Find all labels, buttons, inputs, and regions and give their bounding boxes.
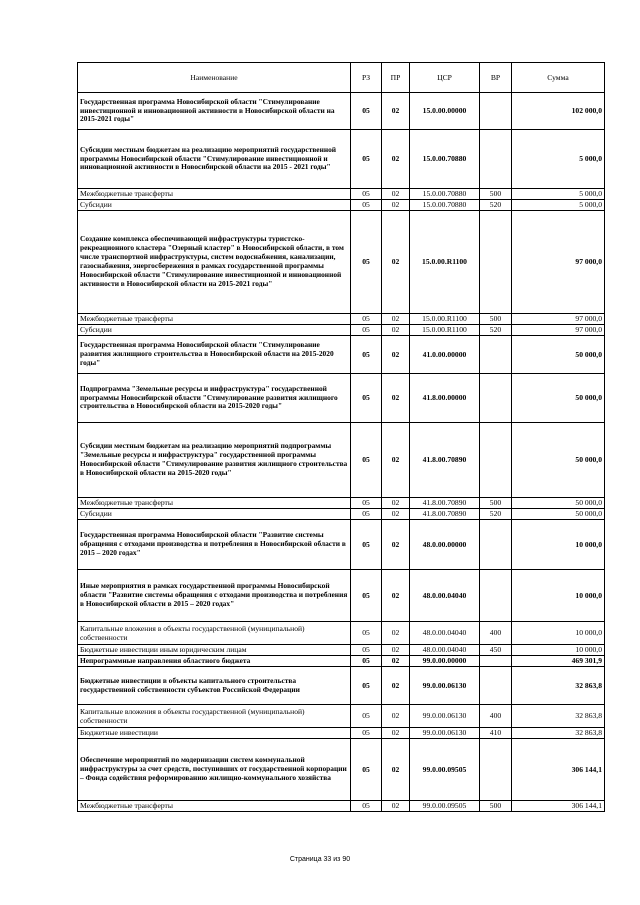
cell-vr xyxy=(480,211,512,314)
cell-vr xyxy=(480,336,512,374)
cell-csr: 99.0.00.06130 xyxy=(410,667,480,705)
cell-sum: 97 000,0 xyxy=(512,211,605,314)
cell-pr: 02 xyxy=(382,336,410,374)
cell-sum: 10 000,0 xyxy=(512,622,605,645)
header-vr: ВР xyxy=(480,63,512,93)
cell-name: Государственная программа Новосибирской области "Стимулирование развития жилищного строительства в Новосибирской области на 2015-2020 годы" xyxy=(78,336,351,374)
cell-csr: 48.0.00.04040 xyxy=(410,570,480,622)
cell-sum: 97 000,0 xyxy=(512,314,605,325)
cell-rz: 05 xyxy=(351,325,382,336)
cell-vr: 400 xyxy=(480,705,512,728)
cell-pr: 02 xyxy=(382,728,410,739)
cell-rz: 05 xyxy=(351,211,382,314)
header-sum: Сумма xyxy=(512,63,605,93)
cell-sum: 102 000,0 xyxy=(512,93,605,130)
cell-pr: 02 xyxy=(382,645,410,656)
cell-pr: 02 xyxy=(382,801,410,812)
cell-name: Капитальные вложения в объекты государственной (муниципальной) собственности xyxy=(78,705,351,728)
table-row xyxy=(78,325,605,336)
cell-csr: 15.0.00.R1100 xyxy=(410,314,480,325)
cell-name: Межбюджетные трансферты xyxy=(78,314,351,325)
cell-sum: 469 301,9 xyxy=(512,656,605,667)
cell-csr: 15.0.00.70880 xyxy=(410,200,480,211)
cell-vr: 500 xyxy=(480,314,512,325)
cell-vr: 410 xyxy=(480,728,512,739)
cell-csr: 41.0.00.00000 xyxy=(410,336,480,374)
cell-vr: 400 xyxy=(480,622,512,645)
cell-sum: 50 000,0 xyxy=(512,374,605,423)
cell-sum: 5 000,0 xyxy=(512,200,605,211)
cell-sum: 97 000,0 xyxy=(512,325,605,336)
cell-vr xyxy=(480,93,512,130)
cell-csr: 99.0.00.09505 xyxy=(410,801,480,812)
cell-rz: 05 xyxy=(351,200,382,211)
cell-csr: 41.8.00.00000 xyxy=(410,374,480,423)
cell-vr xyxy=(480,667,512,705)
cell-sum: 32 863,8 xyxy=(512,705,605,728)
table-row xyxy=(78,498,605,509)
cell-name: Капитальные вложения в объекты государственной (муниципальной) собственности xyxy=(78,622,351,645)
cell-name: Межбюджетные трансферты xyxy=(78,189,351,200)
table-row xyxy=(78,130,605,189)
cell-rz: 05 xyxy=(351,570,382,622)
header-pr: ПР xyxy=(382,63,410,93)
header-csr: ЦСР xyxy=(410,63,480,93)
cell-vr xyxy=(480,656,512,667)
cell-name: Субсидии xyxy=(78,325,351,336)
table-body xyxy=(78,93,605,812)
cell-rz: 05 xyxy=(351,130,382,189)
cell-pr: 02 xyxy=(382,130,410,189)
cell-pr: 02 xyxy=(382,656,410,667)
cell-pr: 02 xyxy=(382,314,410,325)
table-row xyxy=(78,667,605,705)
table-row xyxy=(78,739,605,801)
cell-name: Субсидии местным бюджетам на реализацию мероприятий подпрограммы "Земельные ресурсы и инфраструктура" государственной программы Новосибирской области "Стимулирование развития жилищного строительства в Новосибирской области на 2015-2020 годы" xyxy=(78,423,351,498)
cell-csr: 48.0.00.00000 xyxy=(410,520,480,570)
table-row xyxy=(78,801,605,812)
cell-sum: 306 144,1 xyxy=(512,739,605,801)
budget-table xyxy=(77,62,605,812)
cell-csr: 15.0.00.R1100 xyxy=(410,211,480,314)
table-row xyxy=(78,314,605,325)
cell-rz: 05 xyxy=(351,423,382,498)
table-row xyxy=(78,705,605,728)
cell-pr: 02 xyxy=(382,509,410,520)
table-row xyxy=(78,570,605,622)
cell-rz: 05 xyxy=(351,739,382,801)
table-row xyxy=(78,520,605,570)
cell-pr: 02 xyxy=(382,200,410,211)
cell-pr: 02 xyxy=(382,325,410,336)
cell-pr: 02 xyxy=(382,570,410,622)
header-rz: РЗ xyxy=(351,63,382,93)
table-header-row xyxy=(78,63,605,93)
cell-name: Субсидии xyxy=(78,509,351,520)
cell-sum: 32 863,8 xyxy=(512,728,605,739)
cell-name: Субсидии xyxy=(78,200,351,211)
cell-name: Межбюджетные трансферты xyxy=(78,498,351,509)
cell-csr: 41.8.00.70890 xyxy=(410,498,480,509)
cell-name: Государственная программа Новосибирской области "Развитие системы обращения с отходами производства и потребления в Новосибирской области в 2015 – 2020 годах" xyxy=(78,520,351,570)
cell-vr: 520 xyxy=(480,200,512,211)
cell-rz: 05 xyxy=(351,93,382,130)
cell-vr: 500 xyxy=(480,801,512,812)
cell-name: Создание комплекса обеспечивающей инфраструктуры туристско-рекреационного кластера "Озерный кластер" в Новосибирской области, в том числе транспортной инфраструктуры, систем водоснабжения, канализации, газоснабжения, энергосбережения в рамках государственной программы Новосибирской области "Стимулирование инвестиционной и инновационной активности в Новосибирской области на 2015-2021 годы" xyxy=(78,211,351,314)
cell-vr xyxy=(480,520,512,570)
table-row xyxy=(78,336,605,374)
table-row xyxy=(78,374,605,423)
cell-rz: 05 xyxy=(351,728,382,739)
cell-vr xyxy=(480,570,512,622)
cell-csr: 15.0.00.70880 xyxy=(410,189,480,200)
table-row xyxy=(78,423,605,498)
cell-rz: 05 xyxy=(351,509,382,520)
cell-name: Межбюджетные трансферты xyxy=(78,801,351,812)
cell-rz: 05 xyxy=(351,520,382,570)
cell-csr: 99.0.00.00000 xyxy=(410,656,480,667)
cell-csr: 48.0.00.04040 xyxy=(410,645,480,656)
cell-csr: 99.0.00.06130 xyxy=(410,728,480,739)
cell-pr: 02 xyxy=(382,423,410,498)
table-row xyxy=(78,93,605,130)
cell-vr xyxy=(480,374,512,423)
table-row xyxy=(78,622,605,645)
cell-vr: 500 xyxy=(480,189,512,200)
cell-pr: 02 xyxy=(382,93,410,130)
table-row xyxy=(78,509,605,520)
cell-sum: 5 000,0 xyxy=(512,189,605,200)
cell-csr: 15.0.00.R1100 xyxy=(410,325,480,336)
cell-pr: 02 xyxy=(382,622,410,645)
cell-csr: 99.0.00.06130 xyxy=(410,705,480,728)
table-row xyxy=(78,200,605,211)
cell-csr: 48.0.00.04040 xyxy=(410,622,480,645)
cell-csr: 41.8.00.70890 xyxy=(410,509,480,520)
table-row xyxy=(78,656,605,667)
cell-csr: 15.0.00.00000 xyxy=(410,93,480,130)
cell-name: Бюджетные инвестиции иным юридическим лицам xyxy=(78,645,351,656)
cell-rz: 05 xyxy=(351,314,382,325)
cell-pr: 02 xyxy=(382,705,410,728)
cell-pr: 02 xyxy=(382,667,410,705)
table-row xyxy=(78,211,605,314)
cell-name: Непрограммные направления областного бюджета xyxy=(78,656,351,667)
cell-pr: 02 xyxy=(382,211,410,314)
cell-vr xyxy=(480,739,512,801)
table-row xyxy=(78,189,605,200)
cell-csr: 41.8.00.70890 xyxy=(410,423,480,498)
cell-vr: 450 xyxy=(480,645,512,656)
cell-pr: 02 xyxy=(382,739,410,801)
header-name: Наименование xyxy=(78,63,351,93)
cell-vr xyxy=(480,130,512,189)
cell-sum: 5 000,0 xyxy=(512,130,605,189)
cell-rz: 05 xyxy=(351,656,382,667)
cell-vr: 520 xyxy=(480,509,512,520)
page-footer: Страница 33 из 90 xyxy=(289,856,351,863)
cell-pr: 02 xyxy=(382,520,410,570)
cell-vr xyxy=(480,423,512,498)
cell-name: Обеспечение мероприятий по модернизации систем коммунальной инфраструктуры за счет средств, поступивших от государственной корпорации – Фонда содействия реформированию жилищно-коммунального хозяйства xyxy=(78,739,351,801)
cell-csr: 99.0.00.09505 xyxy=(410,739,480,801)
cell-vr: 500 xyxy=(480,498,512,509)
cell-rz: 05 xyxy=(351,622,382,645)
cell-sum: 50 000,0 xyxy=(512,423,605,498)
cell-name: Бюджетные инвестиции в объекты капитального строительства государственной собственности субъектов Российской Федерации xyxy=(78,667,351,705)
cell-rz: 05 xyxy=(351,645,382,656)
cell-name: Иные мероприятия в рамках государственной программы Новосибирской области "Развитие системы обращения с отходами производства и потребления в Новосибирской области в 2015 – 2020 годах" xyxy=(78,570,351,622)
cell-rz: 05 xyxy=(351,801,382,812)
table-row xyxy=(78,645,605,656)
cell-name: Субсидии местным бюджетам на реализацию мероприятий государственной программы Новосибирской области "Стимулирование инвестиционной и инновационной активности в Новосибирской области на 2015 - 2021 годы" xyxy=(78,130,351,189)
cell-rz: 05 xyxy=(351,705,382,728)
cell-name: Государственная программа Новосибирской области "Стимулирование инвестиционной и инновационной активности в Новосибирской области на 2015-2021 годы" xyxy=(78,93,351,130)
cell-rz: 05 xyxy=(351,336,382,374)
cell-pr: 02 xyxy=(382,374,410,423)
cell-sum: 50 000,0 xyxy=(512,336,605,374)
cell-sum: 50 000,0 xyxy=(512,509,605,520)
cell-sum: 306 144,1 xyxy=(512,801,605,812)
cell-rz: 05 xyxy=(351,667,382,705)
cell-pr: 02 xyxy=(382,498,410,509)
cell-vr: 520 xyxy=(480,325,512,336)
cell-sum: 32 863,8 xyxy=(512,667,605,705)
cell-sum: 10 000,0 xyxy=(512,570,605,622)
cell-csr: 15.0.00.70880 xyxy=(410,130,480,189)
cell-rz: 05 xyxy=(351,498,382,509)
cell-pr: 02 xyxy=(382,189,410,200)
cell-sum: 10 000,0 xyxy=(512,520,605,570)
cell-sum: 50 000,0 xyxy=(512,498,605,509)
cell-sum: 10 000,0 xyxy=(512,645,605,656)
cell-name: Подпрограмма "Земельные ресурсы и инфраструктура" государственной программы Новосибирской области "Стимулирование развития жилищного строительства в Новосибирской области на 2015-2020 годы" xyxy=(78,374,351,423)
cell-rz: 05 xyxy=(351,189,382,200)
cell-rz: 05 xyxy=(351,374,382,423)
cell-name: Бюджетные инвестиции xyxy=(78,728,351,739)
table-row xyxy=(78,728,605,739)
